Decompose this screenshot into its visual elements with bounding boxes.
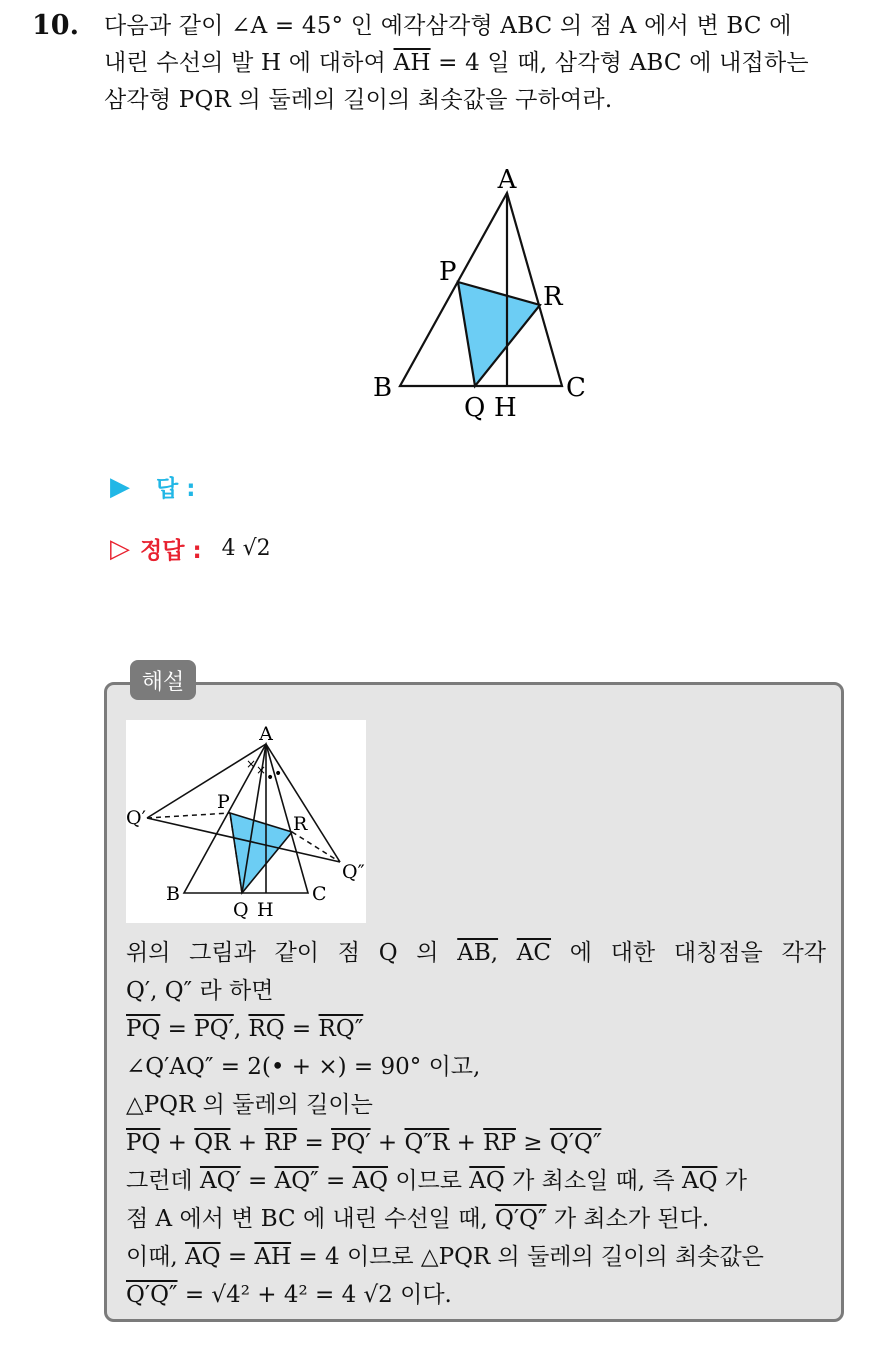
sol-text: 점 A 에서 변 BC 에 내린 수선일 때, xyxy=(126,1206,496,1232)
solution-figure xyxy=(126,720,366,923)
segment-q2r: Q″R xyxy=(404,1130,450,1156)
segment-ah: $\overline{AH}$ xyxy=(254,1244,292,1270)
sol-label-q1: Q′ xyxy=(126,807,146,829)
sol-text: = xyxy=(297,1130,332,1156)
sol-word: 의 xyxy=(416,940,439,966)
sol-text: + xyxy=(230,1130,265,1156)
sol-word: 같이 xyxy=(274,940,319,966)
solution-line-9 xyxy=(126,1238,826,1276)
segment-q1q2: Q′Q″ xyxy=(549,1130,602,1156)
solution-line-4: ∠Q′AQ″ = 2(• + ×) = 90° 이고, xyxy=(126,1054,481,1080)
dashed-r-q2 xyxy=(292,832,340,862)
segment-pq: $\overline{PQ}$ xyxy=(126,1016,161,1042)
triangle-pqr-fill xyxy=(458,282,540,386)
segment-rp: $\overline{RP}$ xyxy=(483,1130,516,1156)
answer-row xyxy=(110,470,195,503)
angle-dot-mark: • xyxy=(266,770,275,786)
segment-aq2: AQ″ xyxy=(274,1168,319,1194)
sol-label-q2: Q″ xyxy=(342,861,365,883)
label-h: H xyxy=(494,393,517,423)
sol-text: 그런데 xyxy=(126,1168,200,1194)
problem-line-3: 삼각형 PQR 의 둘레의 길이의 최솟값을 구하여라. xyxy=(104,87,613,113)
sol-text: = xyxy=(160,1016,195,1042)
segment-aq: $\overline{AQ}$ xyxy=(352,1168,389,1194)
segment-pq: $\overline{PQ}$ xyxy=(126,1130,161,1156)
label-b: B xyxy=(373,373,393,403)
solution-tab: 해설 xyxy=(130,660,196,700)
segment-aq1: AQ′ xyxy=(199,1168,241,1194)
sol-label-a: A xyxy=(259,723,273,745)
sol-text: ≥ xyxy=(515,1130,550,1156)
sol-label-h: H xyxy=(257,899,274,921)
label-q: Q xyxy=(464,393,486,423)
sol-word: 그림과 xyxy=(189,940,256,966)
sol-text: + xyxy=(370,1130,405,1156)
segment-pq1: PQ′ xyxy=(194,1016,234,1042)
problem-text xyxy=(104,8,866,119)
sol-word: Q xyxy=(378,940,398,966)
sol-text: 이때, xyxy=(126,1244,186,1270)
line-a-q1 xyxy=(147,744,266,818)
segment-rq: $\overline{RQ}$ xyxy=(248,1016,285,1042)
answer-label: 답 : xyxy=(156,476,196,502)
sol-text: = 4 이므로 △PQR 의 둘레의 길이의 최솟값은 xyxy=(291,1244,764,1270)
solution-line-8 xyxy=(126,1200,826,1238)
sol-text: 가 최소일 때, 즉 xyxy=(504,1168,682,1194)
problem-line-2 xyxy=(104,45,866,82)
solution-triangle-pqr xyxy=(230,813,292,893)
solution-line-7 xyxy=(126,1162,826,1200)
sol-text: = xyxy=(284,1016,319,1042)
sol-label-c: C xyxy=(312,883,327,905)
angle-cross-mark: × xyxy=(246,757,257,771)
dashed-q1-p xyxy=(147,813,230,818)
sol-text: = xyxy=(318,1168,353,1194)
sol-label-r: R xyxy=(293,813,308,835)
label-a: A xyxy=(497,165,517,195)
solution-line-1 xyxy=(126,934,826,972)
solution-text xyxy=(126,934,826,1314)
sol-word: 에 xyxy=(569,940,592,966)
segment-aq: $\overline{AQ}$ xyxy=(185,1244,221,1270)
segment-q1q2: Q′Q″ xyxy=(495,1206,547,1232)
triangle-figure xyxy=(360,155,600,430)
label-p: P xyxy=(439,257,457,287)
sol-text: = √4² + 4² = 4 √2 이다. xyxy=(177,1282,452,1308)
answer-marker-icon: ▶ xyxy=(110,471,130,502)
sol-word: 각각 xyxy=(781,940,826,966)
sol-word: 대칭점을 xyxy=(673,940,763,966)
solution-line-6 xyxy=(126,1124,826,1162)
correct-marker-icon: ▷ xyxy=(110,533,130,564)
sol-text: 가 최소가 된다. xyxy=(546,1206,710,1232)
label-r: R xyxy=(543,282,563,312)
sol-text: 가 xyxy=(717,1168,747,1194)
correct-label: 정답 : xyxy=(140,538,202,564)
sol-text: + xyxy=(160,1130,195,1156)
sol-word: 위의 xyxy=(126,940,171,966)
sol-text: + xyxy=(449,1130,484,1156)
segment-ab: AB, xyxy=(457,940,499,966)
solution-line-2: Q′, Q″ 라 하면 xyxy=(126,978,274,1004)
sol-text: = xyxy=(220,1244,255,1270)
sol-word: 점 xyxy=(337,940,360,966)
solution-line-10 xyxy=(126,1276,826,1314)
sol-text: , xyxy=(233,1016,249,1042)
segment-pq1: PQ′ xyxy=(331,1130,371,1156)
solution-line-3 xyxy=(126,1010,826,1048)
sol-word: 대한 xyxy=(610,940,656,966)
sol-text: = xyxy=(240,1168,275,1194)
solution-line-5: △PQR 의 둘레의 길이는 xyxy=(126,1092,373,1118)
angle-dot-mark: • xyxy=(274,766,283,782)
segment-rq2: RQ″ xyxy=(318,1016,364,1042)
segment-rp: $\overline{RP}$ xyxy=(264,1130,298,1156)
problem-text-span: 내린 수선의 발 H 에 대하여 xyxy=(104,50,394,76)
label-c: C xyxy=(566,373,586,403)
sol-label-b: B xyxy=(166,883,180,905)
segment-q1q2: Q′Q″ xyxy=(126,1282,178,1308)
sol-label-q: Q xyxy=(233,899,249,921)
correct-answer-row xyxy=(110,532,271,565)
sol-text: 이므로 xyxy=(388,1168,470,1194)
segment-qr: $\overline{QR}$ xyxy=(194,1130,231,1156)
segment-aq: $\overline{AQ}$ xyxy=(681,1168,718,1194)
angle-cross-mark: × xyxy=(256,763,267,777)
segment-ac: $\overline{AC}$ xyxy=(516,940,552,966)
problem-text-span: = 4 일 때, 삼각형 ABC 에 내접하는 xyxy=(430,50,809,76)
segment-ah: $\overline{AH}$ xyxy=(393,50,431,76)
problem-number: 10. xyxy=(32,10,79,41)
problem-line-1: 다음과 같이 ∠A = 45° 인 예각삼각형 ABC 의 점 A 에서 변 BC 에 xyxy=(104,13,792,39)
segment-aq: $\overline{AQ}$ xyxy=(469,1168,505,1194)
correct-value: 4 √2 xyxy=(221,536,271,561)
sol-label-p: P xyxy=(217,791,230,813)
